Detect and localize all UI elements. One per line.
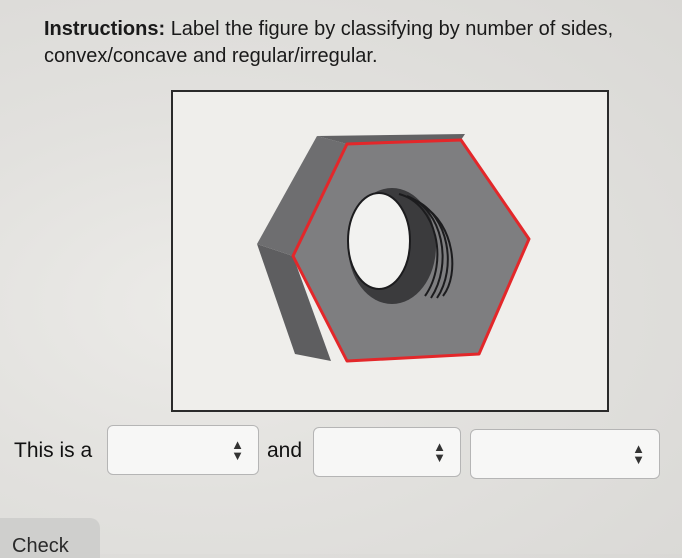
instructions-body: Label the figure by classifying by number of sides, convex/concave and regular/irregular. [44,18,614,67]
check-button[interactable]: Check [0,518,100,558]
instructions-text [44,16,674,70]
select-arrows-icon: ▲ ▼ [433,439,446,465]
instructions-prefix: Instructions: [44,18,166,40]
answer-row [0,425,682,485]
answer-lead-text: This is a [14,439,93,462]
hex-nut-figure [173,92,607,410]
answer-joiner-text: and [267,439,303,462]
sides-select[interactable] [107,425,259,475]
convexity-select[interactable] [313,427,461,477]
figure-frame [171,90,609,412]
regularity-select[interactable] [470,429,660,479]
select-arrows-icon: ▲ ▼ [231,437,244,463]
hole-opening [348,193,410,289]
select-arrows-icon: ▲ ▼ [632,441,645,467]
